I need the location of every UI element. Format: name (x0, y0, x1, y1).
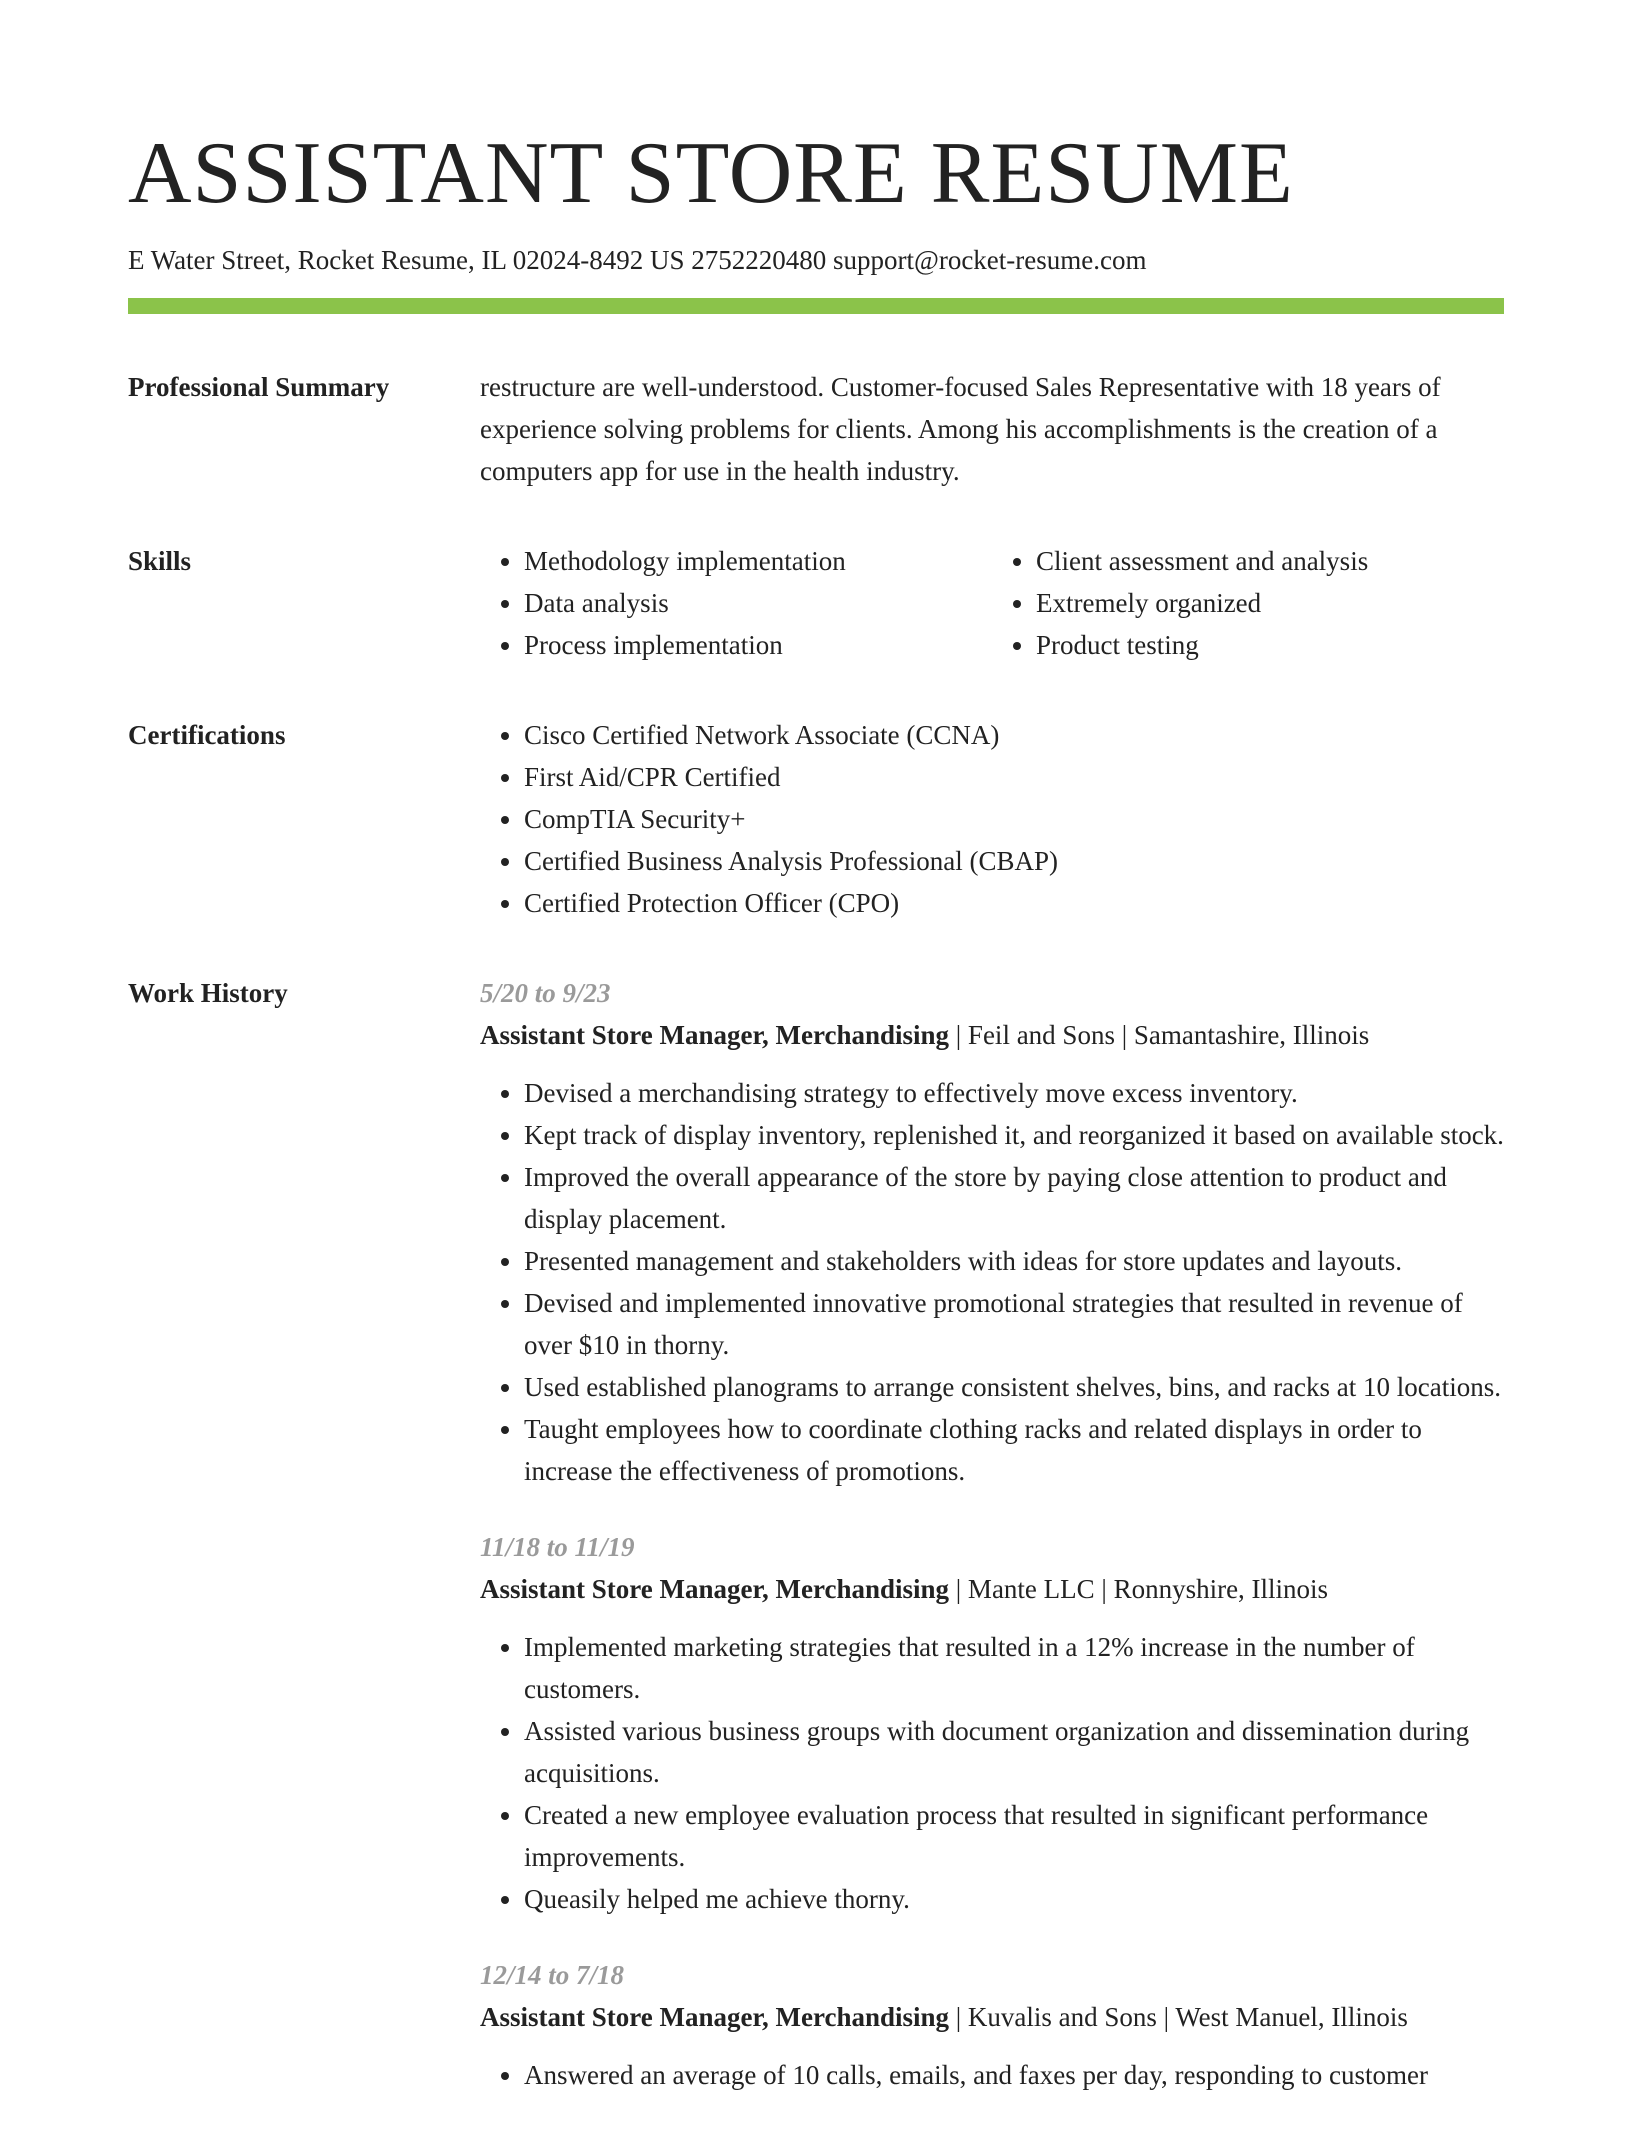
job-bullets (480, 2054, 1504, 2096)
job-bullet: • Created a new employee evaluation process that resulted in significant performance improvements. (524, 1794, 1504, 1878)
job-bullet: • Presented management and stakeholders with ideas for store updates and layouts. (524, 1240, 1504, 1282)
job-date: 11/18 to 11/19 (480, 1532, 635, 1563)
job-bullet: • Used established planograms to arrange consistent shelves, bins, and racks at 10 locations. (524, 1366, 1504, 1408)
section-certifications (128, 714, 1504, 924)
job-title: Assistant Store Manager, Merchandising (480, 1574, 950, 1605)
job-entry (480, 972, 1504, 1492)
job-details: | Kuvalis and Sons | West Manuel, Illinois (949, 2002, 1408, 2033)
job-details: | Feil and Sons | Samantashire, Illinois (949, 1020, 1370, 1051)
job-title: Assistant Store Manager, Merchandising (480, 1020, 950, 1051)
job-bullet: • Implemented marketing strategies that resulted in a 12% increase in the number of customers. (524, 1626, 1504, 1710)
summary-text: restructure are well-understood. Customer-focused Sales Representative with 18 years of experience solving problems for clients. Among his accomplishments is the creation of a computers app for use in the health industry. (480, 372, 1441, 487)
job-bullet: • Queasily helped me achieve thorny. (524, 1878, 1504, 1920)
section-skills (128, 540, 1504, 666)
skill-item: • Extremely organized (1036, 582, 1504, 624)
job-bullet: • Devised and implemented innovative promotional strategies that resulted in revenue of over $10 in thorny. (524, 1282, 1504, 1366)
job-bullet: • Assisted various business groups with document organization and dissemination during acquisitions. (524, 1710, 1504, 1794)
job-heading (480, 1568, 1504, 1610)
job-bullet: • Improved the overall appearance of the store by paying close attention to product and display placement. (524, 1156, 1504, 1240)
section-label-summary: Professional Summary (128, 372, 390, 403)
job-details: | Mante LLC | Ronnyshire, Illinois (949, 1574, 1329, 1605)
certification-item: • Certified Protection Officer (CPO) (524, 882, 1504, 924)
skills-column-1 (480, 540, 992, 666)
job-entry (480, 1954, 1504, 2096)
job-bullet: • Answered an average of 10 calls, emails, and faxes per day, responding to customer (524, 2054, 1504, 2096)
skill-item: • Product testing (1036, 624, 1504, 666)
section-label-skills: Skills (128, 546, 192, 577)
job-bullet: • Devised a merchandising strategy to effectively move excess inventory. (524, 1072, 1504, 1114)
job-bullet: • Taught employees how to coordinate clothing racks and related displays in order to increase the effectiveness of promotions. (524, 1408, 1504, 1492)
section-label-certifications: Certifications (128, 720, 286, 751)
section-work-history (128, 972, 1504, 2130)
job-bullets (480, 1072, 1504, 1492)
section-label-work-history: Work History (128, 978, 288, 1009)
job-bullets (480, 1626, 1504, 1920)
certification-item: • First Aid/CPR Certified (524, 756, 1504, 798)
job-date: 5/20 to 9/23 (480, 978, 611, 1009)
job-entry (480, 1526, 1504, 1920)
contact-line: E Water Street, Rocket Resume, IL 02024-8492 US 2752220480 support@rocket-resume.com (128, 245, 1147, 275)
section-summary (128, 366, 1504, 492)
certification-item: • CompTIA Security+ (524, 798, 1504, 840)
skill-item: • Process implementation (524, 624, 992, 666)
skill-item: • Client assessment and analysis (1036, 540, 1504, 582)
skills-column-2 (992, 540, 1504, 666)
job-title: Assistant Store Manager, Merchandising (480, 2002, 950, 2033)
certification-item: • Certified Business Analysis Professional (CBAP) (524, 840, 1504, 882)
accent-divider (128, 298, 1504, 314)
certifications-list (480, 714, 1504, 924)
job-date: 12/14 to 7/18 (480, 1960, 625, 1991)
certification-item: • Cisco Certified Network Associate (CCNA) (524, 714, 1504, 756)
job-heading (480, 1014, 1504, 1056)
skill-item: • Methodology implementation (524, 540, 992, 582)
job-heading (480, 1996, 1504, 2038)
resume-title: ASSISTANT STORE RESUME (128, 125, 1294, 222)
skill-item: • Data analysis (524, 582, 992, 624)
job-bullet: • Kept track of display inventory, replenished it, and reorganized it based on available stock. (524, 1114, 1504, 1156)
